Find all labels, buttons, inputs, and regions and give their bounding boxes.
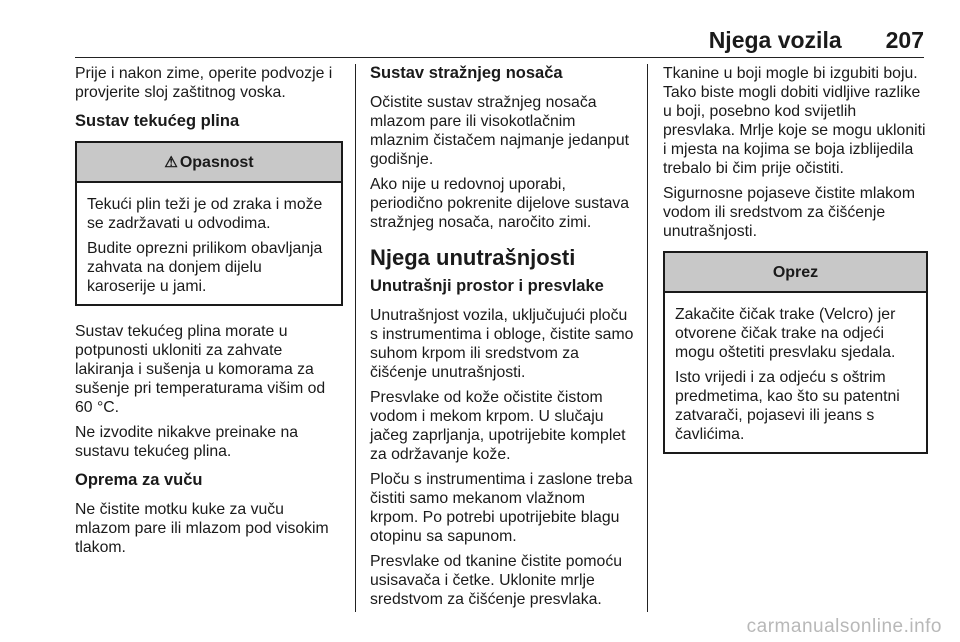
paragraph: Ne izvodite nikakve preinake na sustavu tekućeg plina. — [75, 424, 299, 460]
paragraph: Unutrašnjost vozila, uključujući ploču s instrumentima i obloge, čistite samo suhom krpom ili sredstvom za čišćenje unutrašnjosti. — [370, 307, 634, 381]
column-3 — [663, 64, 928, 470]
intro-paragraph: Prije i nakon zime, operite podvozje i provjerite sloj zaštitnog voska. — [75, 65, 333, 101]
paragraph: Ne čistite motku kuke za vuču mlazom pare ili mlazom pod visokim tlakom. — [75, 501, 329, 556]
paragraph: Presvlake od kože očistite čistom vodom i mekom krpom. U slučaju jačeg zaprljanja, upotrijebite komplet za održavanje kože. — [370, 389, 626, 463]
column-divider — [647, 64, 648, 612]
column-divider — [355, 64, 356, 612]
column-1 — [75, 64, 343, 563]
main-heading-interior-care: Njega unutrašnjosti — [370, 245, 576, 270]
paragraph: Očistite sustav stražnjeg nosača mlazom pare ili visokotlačnim mlaznim čistačem najmanje jedanput godišnje. — [370, 94, 630, 168]
danger-box — [75, 141, 343, 306]
danger-text: Budite oprezni prilikom obavljanja zahvata na donjem dijelu karoserije u jami. — [87, 240, 323, 295]
header-rule — [75, 57, 924, 58]
section-heading-towing: Oprema za vuču — [75, 471, 203, 489]
paragraph: Tkanine u boji mogle bi izgubiti boju. Tako biste mogli dobiti vidljive razlike u boji, posebno kod svijetlih presvlaka. Mrlje koje se mogu ukloniti i mjesta na kojima se boja izblijedila trebalo bi čim prije očistiti. — [663, 65, 926, 177]
page-header — [709, 26, 924, 54]
danger-box-body — [77, 183, 341, 304]
page-number: 207 — [885, 27, 924, 53]
paragraph: Sigurnosne pojaseve čistite mlakom vodom ili sredstvom za čišćenje unutrašnjosti. — [663, 185, 915, 240]
header-title: Njega vozila — [708, 27, 842, 53]
column-2 — [370, 64, 635, 615]
section-heading-rear-carrier: Sustav stražnjeg nosača — [370, 64, 563, 82]
watermark: carmanualsonline.info — [746, 616, 942, 637]
caution-box-title: Oprez — [772, 264, 819, 281]
caution-text: Zakačite čičak trake (Velcro) jer otvorene čičak trake na odjeći mogu oštetiti presvlaku sjedala. — [675, 306, 896, 361]
paragraph: Ako nije u redovnoj uporabi, periodično pokrenite dijelove sustava stražnjeg nosača, naročito zimi. — [370, 176, 630, 231]
section-heading-lpg: Sustav tekućeg plina — [75, 112, 240, 130]
danger-text: Tekući plin teži je od zraka i može se zadržavati u odvodima. — [87, 196, 323, 232]
paragraph: Presvlake od tkanine čistite pomoću usisavača i četke. Uklonite mrlje sredstvom za čišćenje presvlaka. — [370, 553, 623, 608]
caution-box-header — [665, 253, 926, 293]
caution-text: Isto vrijedi i za odjeću s oštrim predmetima, kao što su patentni zatvarači, pojasevi ili jeans s čavlićima. — [675, 369, 900, 443]
sub-heading-upholstery: Unutrašnji prostor i presvlake — [370, 277, 604, 295]
caution-box-body — [665, 293, 926, 452]
danger-box-title: Opasnost — [179, 154, 254, 171]
danger-box-header — [77, 143, 341, 183]
paragraph: Sustav tekućeg plina morate u potpunosti ukloniti za zahvate lakiranja i sušenja u komorama za sušenje pri temperaturama višim od 60 °C. — [75, 323, 326, 416]
caution-box — [663, 251, 928, 454]
warning-triangle-icon: ⚠ — [164, 154, 178, 171]
paragraph: Ploču s instrumentima i zaslone treba čistiti samo mekanom vlažnom krpom. Po potrebi upotrijebite blagu otopinu sa sapunom. — [370, 471, 633, 545]
